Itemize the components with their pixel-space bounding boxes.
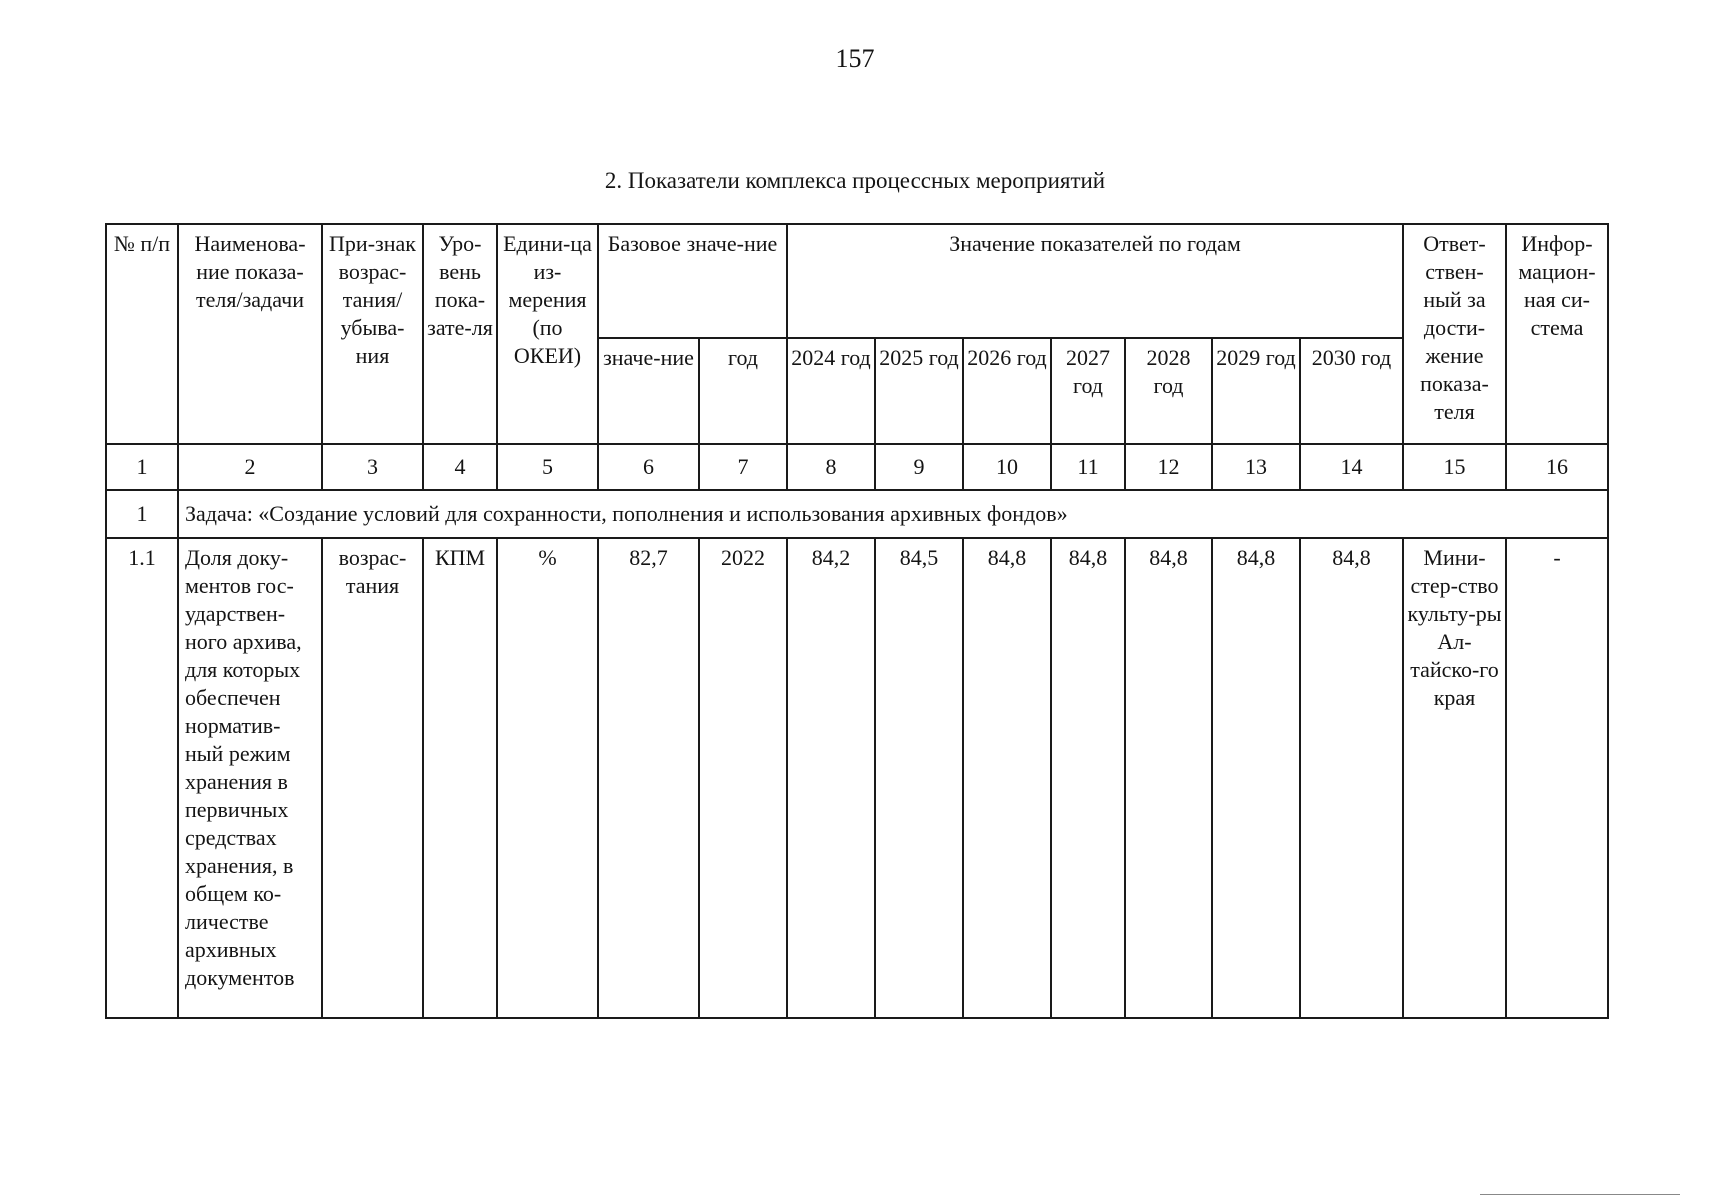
base-year: 2022 xyxy=(699,538,787,1018)
header-level: Уро-вень пока-зате-ля xyxy=(423,224,497,444)
header-year: 2029 год xyxy=(1212,338,1300,444)
column-number: 3 xyxy=(322,444,423,490)
header-base: Базовое значе-ние xyxy=(598,224,787,338)
year-value: 84,5 xyxy=(875,538,963,1018)
year-value: 84,8 xyxy=(1212,538,1300,1018)
section-title: 2. Показатели комплекса процессных мероприятий xyxy=(604,168,1106,193)
header-responsible: Ответ-ствен-ный за дости-жение показа-теля xyxy=(1403,224,1506,444)
task-number: 1 xyxy=(106,490,178,538)
header-base-value: значе-ние xyxy=(598,338,699,444)
task-text: Задача: «Создание условий для сохранности, пополнения и использования архивных фондов» xyxy=(178,490,1608,538)
year-value: 84,8 xyxy=(963,538,1051,1018)
indicator-unit: % xyxy=(497,538,598,1018)
column-number: 7 xyxy=(699,444,787,490)
year-value: 84,8 xyxy=(1125,538,1212,1018)
header-year: 2025 год xyxy=(875,338,963,444)
responsible-body: Мини-стер-ство культу-ры Ал-тайско-го края xyxy=(1403,538,1506,1018)
info-system: - xyxy=(1506,538,1608,1018)
page-number: 157 xyxy=(835,44,875,73)
column-number: 16 xyxy=(1506,444,1608,490)
header-base-year: год xyxy=(699,338,787,444)
column-number: 8 xyxy=(787,444,875,490)
header-row-1 xyxy=(106,224,1608,338)
column-number: 13 xyxy=(1212,444,1300,490)
column-number: 9 xyxy=(875,444,963,490)
column-number: 4 xyxy=(423,444,497,490)
table-row xyxy=(106,538,1608,1018)
year-value: 84,2 xyxy=(787,538,875,1018)
indicator-name: Доля доку-ментов гос-ударствен-ного архива, для которых обеспечен норматив-ный режим хранения в первичных средствах хранения, в общем ко-личестве архивных документов xyxy=(178,538,322,1018)
header-year: 2024 год xyxy=(787,338,875,444)
indicators-table xyxy=(105,223,1609,1019)
header-unit: Едини-ца из-мерения (по ОКЕИ) xyxy=(497,224,598,444)
row-number: 1.1 xyxy=(106,538,178,1018)
indicator-level: КПМ xyxy=(423,538,497,1018)
header-by-years: Значение показателей по годам xyxy=(787,224,1403,338)
header-name: Наименова-ние показа-теля/задачи xyxy=(178,224,322,444)
column-number: 2 xyxy=(178,444,322,490)
column-number: 14 xyxy=(1300,444,1403,490)
task-row xyxy=(106,490,1608,538)
column-number: 10 xyxy=(963,444,1051,490)
scan-edge-line xyxy=(1480,1194,1680,1195)
header-info-system: Инфор-мацион-ная си-стема xyxy=(1506,224,1608,444)
column-numbers-row xyxy=(106,444,1608,490)
header-sign: При-знак возрас-тания/ убыва-ния xyxy=(322,224,423,444)
header-year: 2026 год xyxy=(963,338,1051,444)
column-number: 12 xyxy=(1125,444,1212,490)
column-number: 5 xyxy=(497,444,598,490)
year-value: 84,8 xyxy=(1300,538,1403,1018)
header-num: № п/п xyxy=(106,224,178,444)
column-number: 15 xyxy=(1403,444,1506,490)
header-year: 2030 год xyxy=(1300,338,1403,444)
header-year: 2028 год xyxy=(1125,338,1212,444)
header-year: 2027 год xyxy=(1051,338,1125,444)
indicator-sign: возрас-тания xyxy=(322,538,423,1018)
column-number: 1 xyxy=(106,444,178,490)
column-number: 11 xyxy=(1051,444,1125,490)
base-value: 82,7 xyxy=(598,538,699,1018)
year-value: 84,8 xyxy=(1051,538,1125,1018)
column-number: 6 xyxy=(598,444,699,490)
